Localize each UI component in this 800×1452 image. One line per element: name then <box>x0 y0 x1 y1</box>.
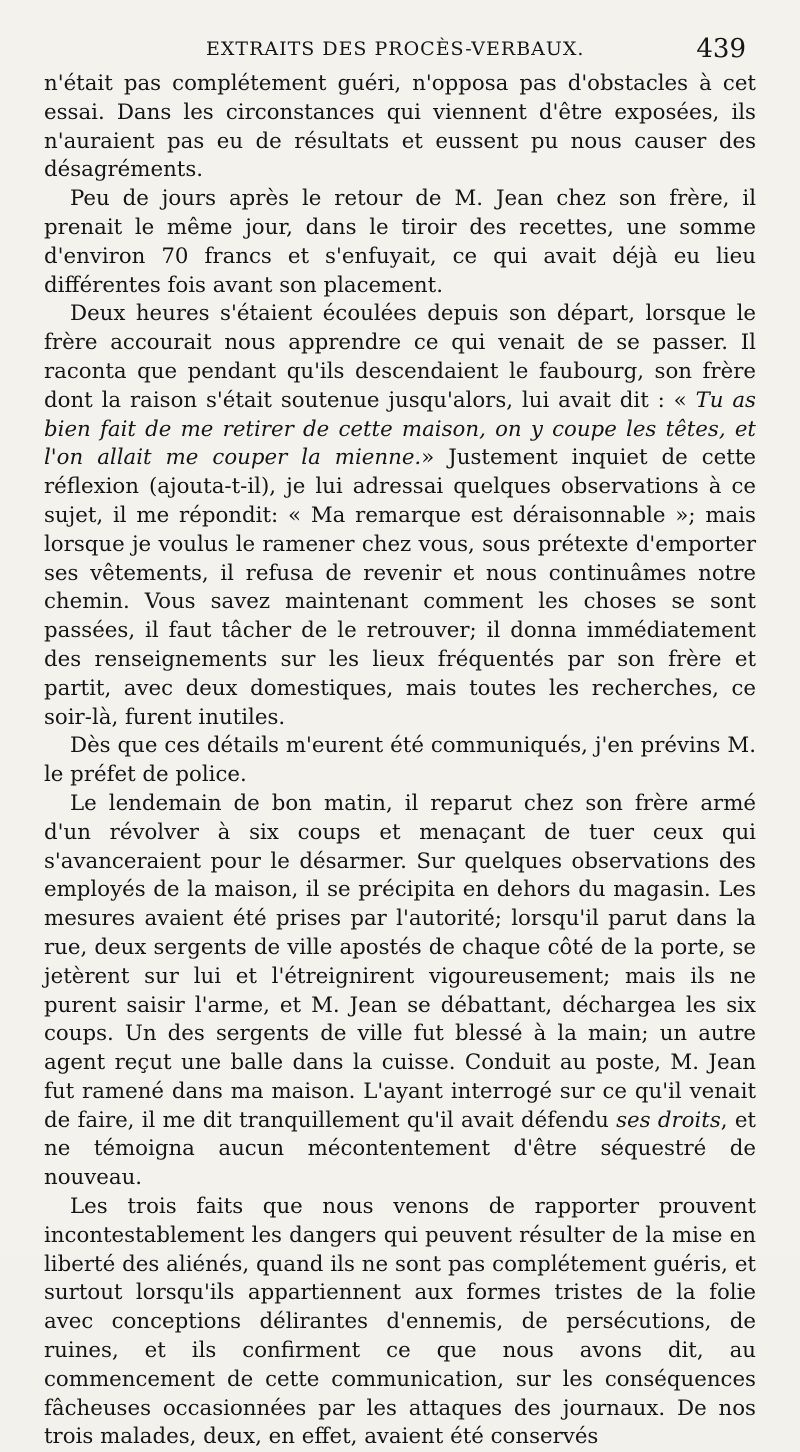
paragraph-revolver-incident <box>44 790 756 1193</box>
paragraph-text: Le lendemain de bon matin, il reparut chez son frère armé d'un révolver à six coups et menaçant de tuer ceux qui s'avanceraient pour le désarmer. Sur quelques observations des employés de la maison, il se précipita en dehors du magasin. Les mesures avaient été prises par l'autorité; lorsqu'il parut dans la rue, deux sergents de ville apostés de chaque côté de la porte, se jetèrent sur lui et l'étreignirent vigoureusement; mais ils ne purent saisir l'arme, et M. Jean se débattant, déchargea les six coups. Un des sergents de ville fut blessé à la main; un autre agent reçut une balle dans la cuisse. Conduit au poste, M. Jean fut ramené dans ma maison. L'ayant interrogé sur ce qu'il venait de faire, il me dit tranquillement qu'il avait défendu <box>44 790 756 1133</box>
running-header <box>46 34 746 68</box>
paragraph-prefect-notice: Dès que ces détails m'eurent été communiqués, j'en prévins M. le préfet de police. <box>44 733 756 788</box>
italic-quote: Tu as bien fait de me retirer de cette maison, on y coupe les têtes, et l'on allait me couper la mienne. <box>44 387 756 471</box>
paragraph-return-of-jean: Peu de jours après le retour de M. Jean chez son frère, il prenait le même jour, dans le tiroir des recettes, une somme d'environ 70 francs et s'enfuyait, ce qui avait déjà eu lieu différentes fois avant son placement. <box>44 186 756 298</box>
running-title: EXTRAITS DES PROCÈS-VERBAUX. <box>206 38 585 60</box>
paragraph-conclusion: Les trois faits que nous venons de rapporter prouvent incontestablement les dangers qui peuvent résulter de la mise en liberté des aliénés, quand ils ne sont pas complétement guéris, et surtout lorsqu'ils appartiennent aux formes tristes de la folie avec conceptions délirantes d'ennemis, de persécutions, de ruines, et ils confirment ce que nous avons dit, au commencement de cette communication, sur les conséquences fâcheuses occasionnées par les attaques des journaux. De nos trois malades, deux, en effet, avaient été conservés <box>44 1194 756 1450</box>
paragraph-text: Deux heures s'étaient écoulées depuis son départ, lorsque le frère accourait nous apprendre ce qui venait de se passer. Il raconta que pendant qu'ils descendaient le faubourg, son frère dont la raison s'était soutenue jusqu'alors, lui avait dit : « <box>44 301 756 413</box>
body-text <box>44 70 756 1452</box>
page-number: 439 <box>696 34 746 64</box>
paragraph-continuation: n'était pas complétement guéri, n'opposa pas d'obstacles à cet essai. Dans les circonstances qui viennent d'être exposées, ils n'auraient pas eu de résultats et eussent pu nous causer des désagréments. <box>44 71 756 183</box>
paragraph-text: , et ne témoigna aucun mécontentement d'être séquestré de nouveau. <box>44 1107 756 1191</box>
paragraph-text: » Justement inquiet de cette réflexion (ajouta-t-il), je lui adressai quelques observations à ce sujet, il me répondit: « Ma remarque est déraisonnable »; mais lorsque je voulus le ramener chez vous, sous prétexte d'emporter ses vêtements, il refusa de revenir et nous continuâmes notre chemin. Vous savez maintenant comment les choses se sont passées, il faut tâcher de le retrouver; il donna immédiatement des renseignements sur les lieux fréquentés par son frère et partit, avec deux domestiques, mais toutes les recherches, ce soir-là, furent inutiles. <box>44 445 756 730</box>
paragraph-brother-account <box>44 300 756 732</box>
italic-phrase: ses droits <box>616 1107 721 1133</box>
